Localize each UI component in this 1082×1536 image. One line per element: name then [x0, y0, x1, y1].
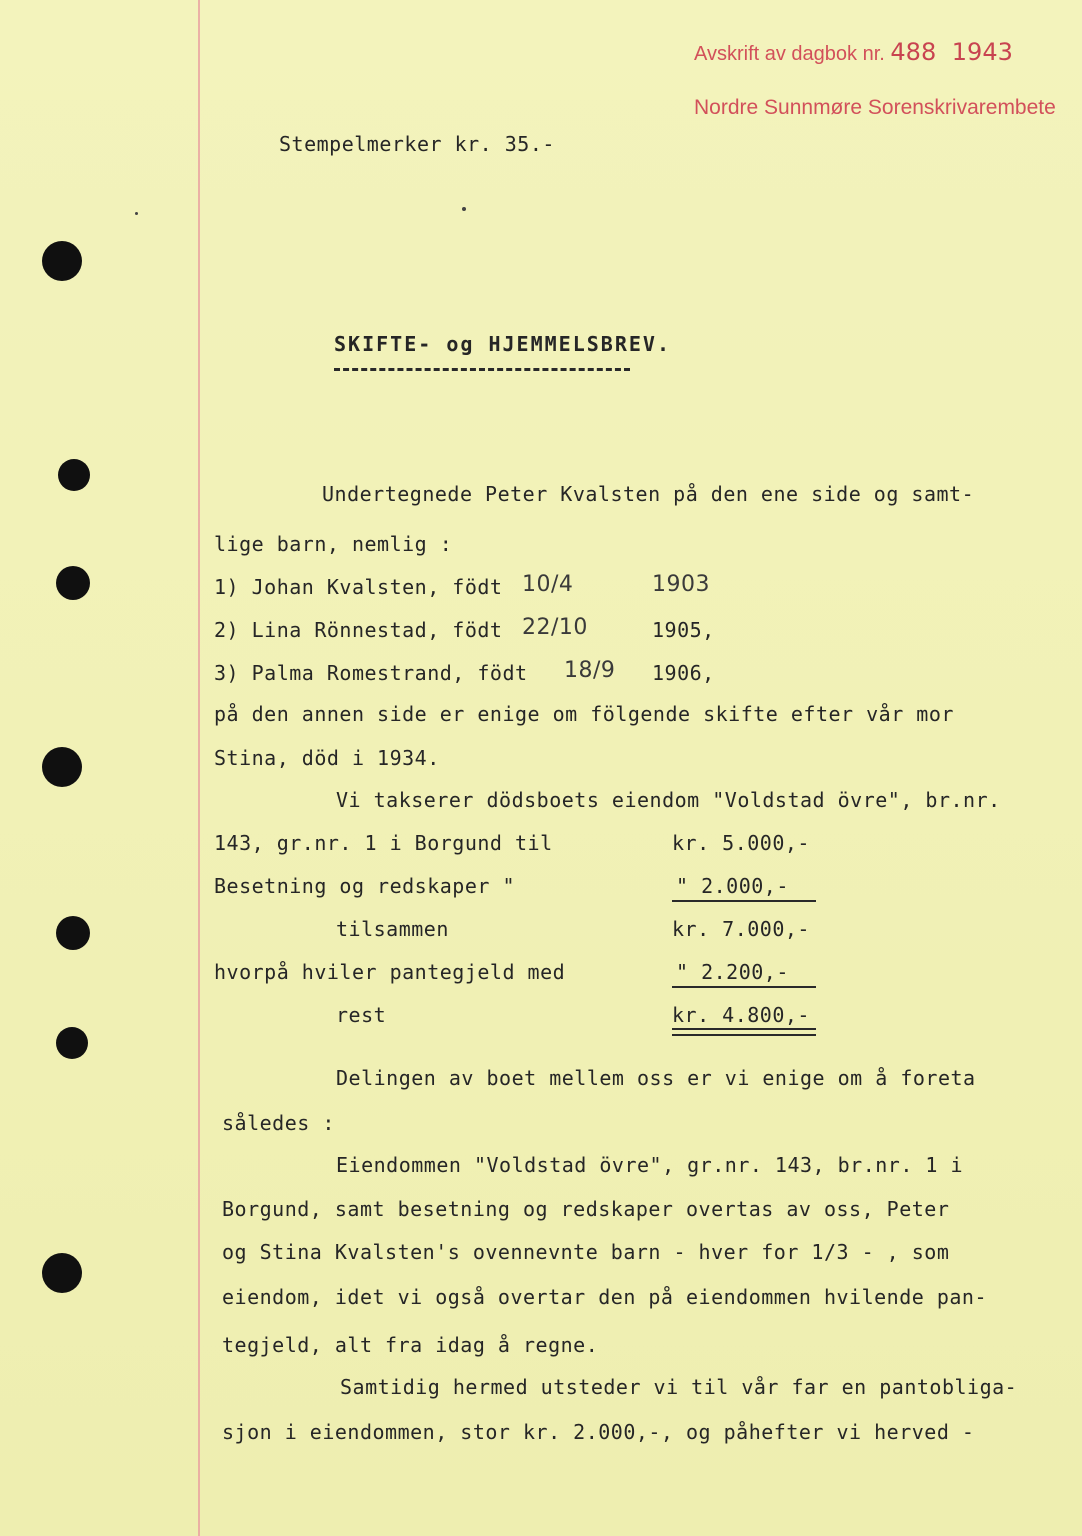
- child-3-year: 1906,: [652, 661, 715, 685]
- total-underline-1: [672, 1028, 816, 1030]
- valuation-row-1-label: 143, gr.nr. 1 i Borgund til: [214, 831, 553, 855]
- binder-hole-1: [42, 241, 82, 281]
- child-2-year: 1905,: [652, 618, 715, 642]
- child-1-date: 10/4: [522, 572, 574, 597]
- title-underline: [334, 368, 630, 371]
- subtotal-underline: [672, 900, 816, 902]
- stray-dot: [462, 207, 466, 211]
- deduction-underline: [672, 986, 816, 988]
- binder-hole-5: [56, 916, 90, 950]
- valuation-row-3-amount: kr. 7.000,-: [672, 917, 810, 941]
- child-3-label: 3) Palma Romestrand, födt: [214, 661, 528, 685]
- child-3-date: 18/9: [564, 658, 616, 683]
- stamp-office: Nordre Sunnmøre Sorenskrivarembete: [694, 96, 1056, 119]
- valuation-row-2-amount: " 2.000,-: [676, 874, 789, 898]
- intro-line-1: Undertegnede Peter Kvalsten på den ene side og samt-: [322, 482, 975, 506]
- para1-line-1: på den annen side er enige om fölgende skifte efter vår mor: [214, 702, 954, 726]
- binder-hole-2: [58, 459, 90, 491]
- child-1-label: 1) Johan Kvalsten, födt: [214, 575, 503, 599]
- stamp-number: 488: [890, 38, 937, 66]
- valuation-row-5-amount: kr. 4.800,-: [672, 1003, 810, 1027]
- valuation-row-4-label: hvorpå hviler pantegjeld med: [214, 960, 566, 984]
- binder-hole-7: [42, 1253, 82, 1293]
- document-title: SKIFTE- og HJEMMELSBREV.: [334, 332, 671, 356]
- para3-line-4: eiendom, idet vi også overtar den på eiendommen hvilende pan-: [222, 1285, 988, 1309]
- valuation-row-3-label: tilsammen: [336, 917, 449, 941]
- valuation-row-5-label: rest: [336, 1003, 387, 1027]
- stamp-fee: Stempelmerker kr. 35.-: [279, 132, 555, 156]
- stamp-year: 1943: [951, 38, 1013, 66]
- child-2-label: 2) Lina Rönnestad, födt: [214, 618, 503, 642]
- stray-dot: [135, 212, 138, 215]
- total-underline-2: [672, 1034, 816, 1036]
- stamp-prefix: Avskrift av dagbok nr.: [694, 43, 885, 65]
- para3-line-5: tegjeld, alt fra idag å regne.: [222, 1333, 599, 1357]
- para4-line-2: sjon i eiendommen, stor kr. 2.000,-, og påhefter vi herved -: [222, 1420, 975, 1444]
- archive-stamp: [694, 38, 1013, 66]
- valuation-row-2-label: Besetning og redskaper ": [214, 874, 515, 898]
- para3-line-3: og Stina Kvalsten's ovennevnte barn - hver for 1/3 - , som: [222, 1240, 950, 1264]
- para1-line-2: Stina, död i 1934.: [214, 746, 440, 770]
- valuation-row-1-amount: kr. 5.000,-: [672, 831, 810, 855]
- binder-hole-4: [42, 747, 82, 787]
- para2-line-1: Delingen av boet mellem oss er vi enige om å foreta: [336, 1066, 976, 1090]
- para3-line-2: Borgund, samt besetning og redskaper overtas av oss, Peter: [222, 1197, 950, 1221]
- para3-line-1: Eiendommen "Voldstad övre", gr.nr. 143, br.nr. 1 i: [336, 1153, 964, 1177]
- child-2-date: 22/10: [522, 615, 588, 640]
- child-1-year: 1903: [652, 572, 710, 597]
- binder-hole-3: [56, 566, 90, 600]
- valuation-intro: Vi takserer dödsboets eiendom "Voldstad övre", br.nr.: [336, 788, 1001, 812]
- para2-line-2: således :: [222, 1111, 335, 1135]
- intro-line-2: lige barn, nemlig :: [214, 532, 453, 556]
- valuation-row-4-amount: " 2.200,-: [676, 960, 789, 984]
- binder-hole-6: [56, 1027, 88, 1059]
- margin-line: [198, 0, 200, 1536]
- para4-line-1: Samtidig hermed utsteder vi til vår far en pantobliga-: [340, 1375, 1018, 1399]
